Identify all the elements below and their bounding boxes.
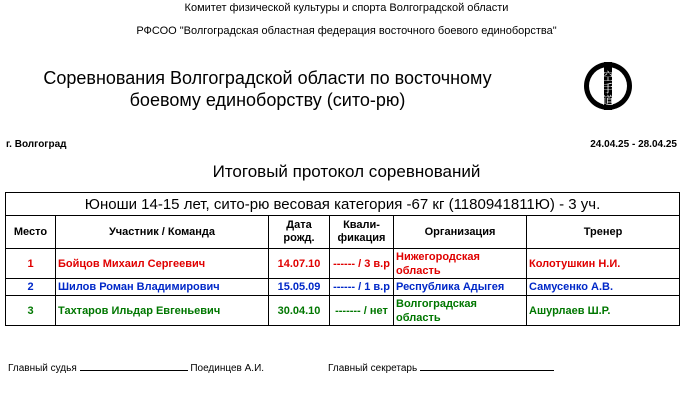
protocol-title: Итоговый протокол соревнований: [212, 162, 481, 181]
secretary-signature: [328, 361, 554, 374]
cell-qualification: ------ / 1 в.р: [330, 279, 394, 296]
results-table: [5, 192, 680, 326]
city-label: г. Волгоград: [6, 139, 67, 150]
col-birth-line1: Дата: [286, 219, 312, 231]
cell-place: 2: [6, 279, 56, 296]
dates-label: 24.04.25 - 28.04.25: [590, 139, 677, 150]
cell-organization: Волгоградская область: [394, 296, 527, 326]
col-participant: Участник / Команда: [56, 216, 269, 249]
cell-place: 3: [6, 296, 56, 326]
cell-participant: Шилов Роман Владимирович: [56, 279, 269, 296]
cell-birth: 14.07.10: [269, 249, 330, 279]
col-qualification: [330, 216, 394, 249]
column-header-row: [6, 216, 680, 249]
cell-place: 1: [6, 249, 56, 279]
logo-char-1: 空: [602, 70, 614, 83]
col-organization: Организация: [394, 216, 527, 249]
committee-header: Комитет физической культуры и спорта Волгоградской области: [184, 2, 509, 14]
judge-label: Главный судья: [8, 363, 77, 374]
col-qual-line2: фикация: [337, 232, 386, 244]
cell-participant: Тахтаров Ильдар Евгеньевич: [56, 296, 269, 326]
table-row: [6, 249, 680, 279]
col-birth-line2: рожд.: [283, 232, 315, 244]
cell-organization: Нижегородская область: [394, 249, 527, 279]
logo-char-2: 手: [602, 82, 614, 95]
col-place: Место: [6, 216, 56, 249]
judge-signature-line: [80, 361, 188, 371]
karate-logo-icon: [582, 60, 634, 112]
federation-header: РФСОО "Волгоградская областная федерация восточного боевого единоборства": [136, 25, 557, 37]
cell-organization: Республика Адыгея: [394, 279, 527, 296]
cell-birth: 15.05.09: [269, 279, 330, 296]
table-row: [6, 279, 680, 296]
secretary-label: Главный секретарь: [328, 363, 418, 374]
category-header: Юноши 14-15 лет, сито-рю весовая категория -67 кг (1180941811Ю) - 3 уч.: [6, 193, 680, 216]
judge-signature: [8, 361, 264, 374]
secretary-signature-line: [420, 361, 554, 371]
col-qual-line1: Квали-: [343, 219, 380, 231]
cell-coach: Самусенко А.В.: [527, 279, 680, 296]
competition-title: Соревнования Волгоградской области по восточному боевому единоборству (сито-рю): [43, 68, 492, 110]
logo-char-3: 道: [602, 94, 614, 107]
cell-participant: Бойцов Михаил Сергеевич: [56, 249, 269, 279]
col-birth: [269, 216, 330, 249]
table-row: [6, 296, 680, 326]
cell-qualification: ------- / нет: [330, 296, 394, 326]
cell-coach: Колотушкин Н.И.: [527, 249, 680, 279]
cell-birth: 30.04.10: [269, 296, 330, 326]
cell-coach: Ашурлаев Ш.Р.: [527, 296, 680, 326]
judge-name: Поединцев А.И.: [190, 363, 265, 374]
cell-qualification: ------ / 3 в.р: [330, 249, 394, 279]
col-coach: Тренер: [527, 216, 680, 249]
